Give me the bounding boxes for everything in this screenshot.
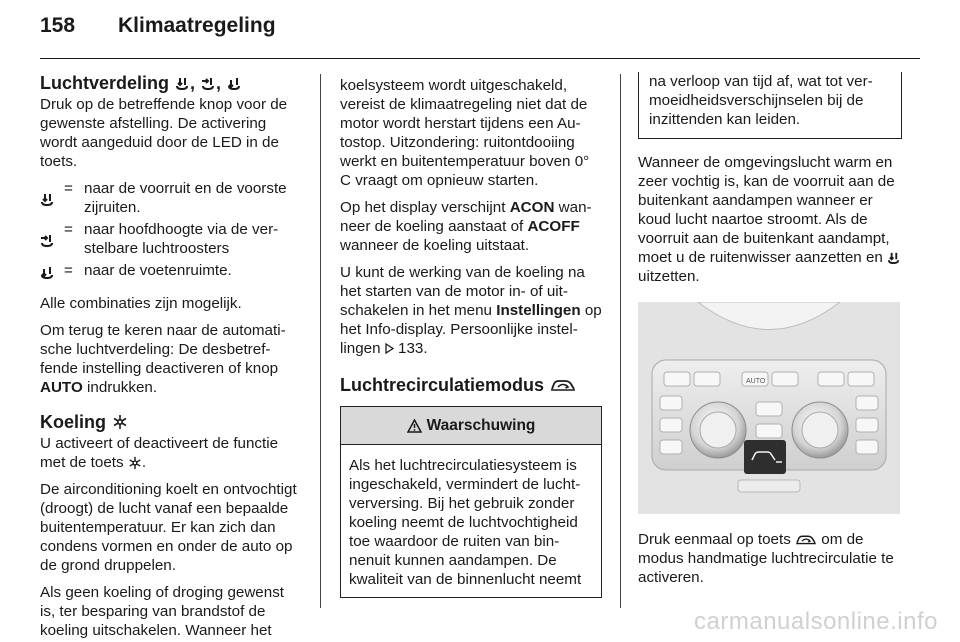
fogging-text-before: Wanneer de omgevingslucht warm en zeer vochtig is, kan de voorruit aan de buitenkant aandampen wanneer er koud lucht naartoe stroomt. Als de voorruit aan de buitenkant aandampt, moet u de ruitenwisser aanzetten en [638, 154, 895, 266]
recirculation-activate-after: om de modus handmatige luchtrecirculatie te activeren. [638, 531, 894, 586]
auto-return-text [40, 321, 302, 397]
warning-box-continued: na verloop van tijd af, wat tot vermoeidheidsverschijnselen bij de inzittenden kan leiden. [638, 72, 902, 139]
page-reference-arrow-icon [385, 343, 394, 354]
display-acon-mid: wanneer de koeling aanstaat of [340, 199, 592, 235]
heading-separator: , [190, 73, 196, 93]
air-distribution-options [40, 179, 302, 280]
autostop-text: koelsysteem wordt uitgeschakeld, vereist de klimaatregeling niet dat de motor wordt herstart tijdens een Autostop. Uitzondering: ruitontdooiing werkt en buitentemperatuur boven 0° C vraagt om opnieuw starten. [340, 77, 590, 189]
acon-keyword: ACON [509, 199, 555, 216]
page-reference: 133. [398, 340, 428, 357]
climate-panel-illustration [638, 302, 900, 514]
air-distribution-heading [40, 72, 302, 94]
air-distribution-intro: Druk op de betreffende knop voor de gewenste afstelling. De activering wordt aangeduid door de LED in de toets. [40, 96, 288, 170]
warning-triangle-icon [407, 419, 422, 433]
snowflake-icon [112, 414, 128, 430]
page-header [40, 14, 276, 46]
settings-menu-text [340, 263, 602, 358]
watermark: carmanualsonline.info [694, 608, 938, 635]
display-acon-after: wanneer de koeling uitstaat. [340, 237, 530, 254]
equals-sign: = [64, 221, 73, 238]
windscreen-airflow-icon [887, 251, 900, 264]
auto-return-before: Om terug te keren naar de automatische luchtverdeling: De desbetreffende instelling deactiveren of knop [40, 322, 286, 377]
recirculation-activate-text [638, 530, 902, 587]
recirculation-car-icon [550, 377, 576, 393]
page-number: 158 [40, 14, 76, 37]
display-acon-before: Op het display verschijnt [340, 199, 506, 216]
column-3 [638, 73, 902, 595]
settings-keyword: Instellingen [496, 302, 581, 319]
snowflake-icon [128, 456, 142, 470]
cooling-toggle-before: U activeert of deactiveert de functie met de toets [40, 435, 279, 471]
display-acon-text [340, 198, 602, 255]
footwell-airflow-icon [227, 76, 241, 90]
cooling-description: De airconditioning koelt en ontvochtigt (droogt) de lucht vanaf een bepaalde buitentemperatuur. Er kan zich dan condens vormen en onder de auto op de grond druppelen. [40, 481, 297, 574]
auto-keyword: AUTO [40, 379, 83, 396]
heading-separator: , [216, 73, 222, 93]
recirculation-activate-before: Druk eenmaal op toets [638, 531, 791, 548]
column-2 [340, 76, 602, 598]
cooling-toggle-after: . [141, 454, 147, 471]
settings-menu-after: op het Info-display. Persoonlijke instellingen [340, 302, 602, 357]
windscreen-airflow-icon [175, 76, 189, 90]
column-1 [40, 72, 302, 642]
settings-menu-before: U kunt de werking van de koeling na het starten van de motor in- of uitschakelen in het menu [340, 264, 585, 319]
footwell-airflow-icon [40, 261, 64, 280]
cooling-save-fuel: Als geen koeling of droging gewenst is, ter besparing van brandstof de koeling uitschakelen. Wanneer het [40, 584, 285, 639]
option-head-level [40, 220, 302, 258]
auto-button-label: AUTO [746, 378, 766, 385]
equals-sign: = [64, 180, 73, 197]
recirculation-car-icon [795, 533, 817, 546]
option-windscreen [40, 179, 302, 217]
warning-box-header [341, 407, 601, 445]
option-text: naar de voetenruimte. [84, 262, 232, 279]
chapter-title: Klimaatregeling [118, 14, 276, 37]
option-text: naar de voorruit en de voorste zijruiten. [84, 180, 287, 216]
windscreen-airflow-icon [40, 179, 64, 217]
cooling-heading-text: Koeling [40, 412, 106, 432]
head-level-airflow-icon [40, 220, 64, 258]
warning-body: Als het luchtrecirculatiesysteem is ingeschakeld, vermindert de luchtverversing. Bij het gebruik zonder koeling neemt de luchtvochtigheid toe waardoor de ruiten van binnenuit kunnen aandampen. De kwaliteit van de binnenlucht neemt [349, 457, 582, 588]
air-distribution-heading-text: Luchtverdeling [40, 73, 170, 93]
header-rule [40, 58, 920, 59]
auto-return-after: indrukken. [87, 379, 158, 396]
head-level-airflow-icon [201, 76, 215, 90]
fogging-text-after: uitzetten. [638, 268, 700, 285]
climate-panel-photo [638, 302, 900, 514]
acoff-keyword: ACOFF [527, 218, 580, 235]
option-footwell [40, 261, 302, 280]
recirculation-heading-text: Luchtrecirculatiemodus [340, 375, 545, 395]
cooling-heading [40, 411, 302, 433]
equals-sign: = [64, 262, 73, 279]
fogging-text [638, 153, 902, 286]
column-divider [620, 74, 621, 608]
column-divider [320, 74, 321, 608]
recirculation-heading [340, 374, 602, 396]
combinations-text: Alle combinaties zijn mogelijk. [40, 295, 242, 312]
cooling-toggle-text [40, 434, 302, 472]
warning-box [340, 406, 602, 598]
option-text: naar hoofdhoogte via de verstelbare luchtroosters [84, 221, 279, 257]
warning-title: Waarschuwing [426, 417, 536, 434]
